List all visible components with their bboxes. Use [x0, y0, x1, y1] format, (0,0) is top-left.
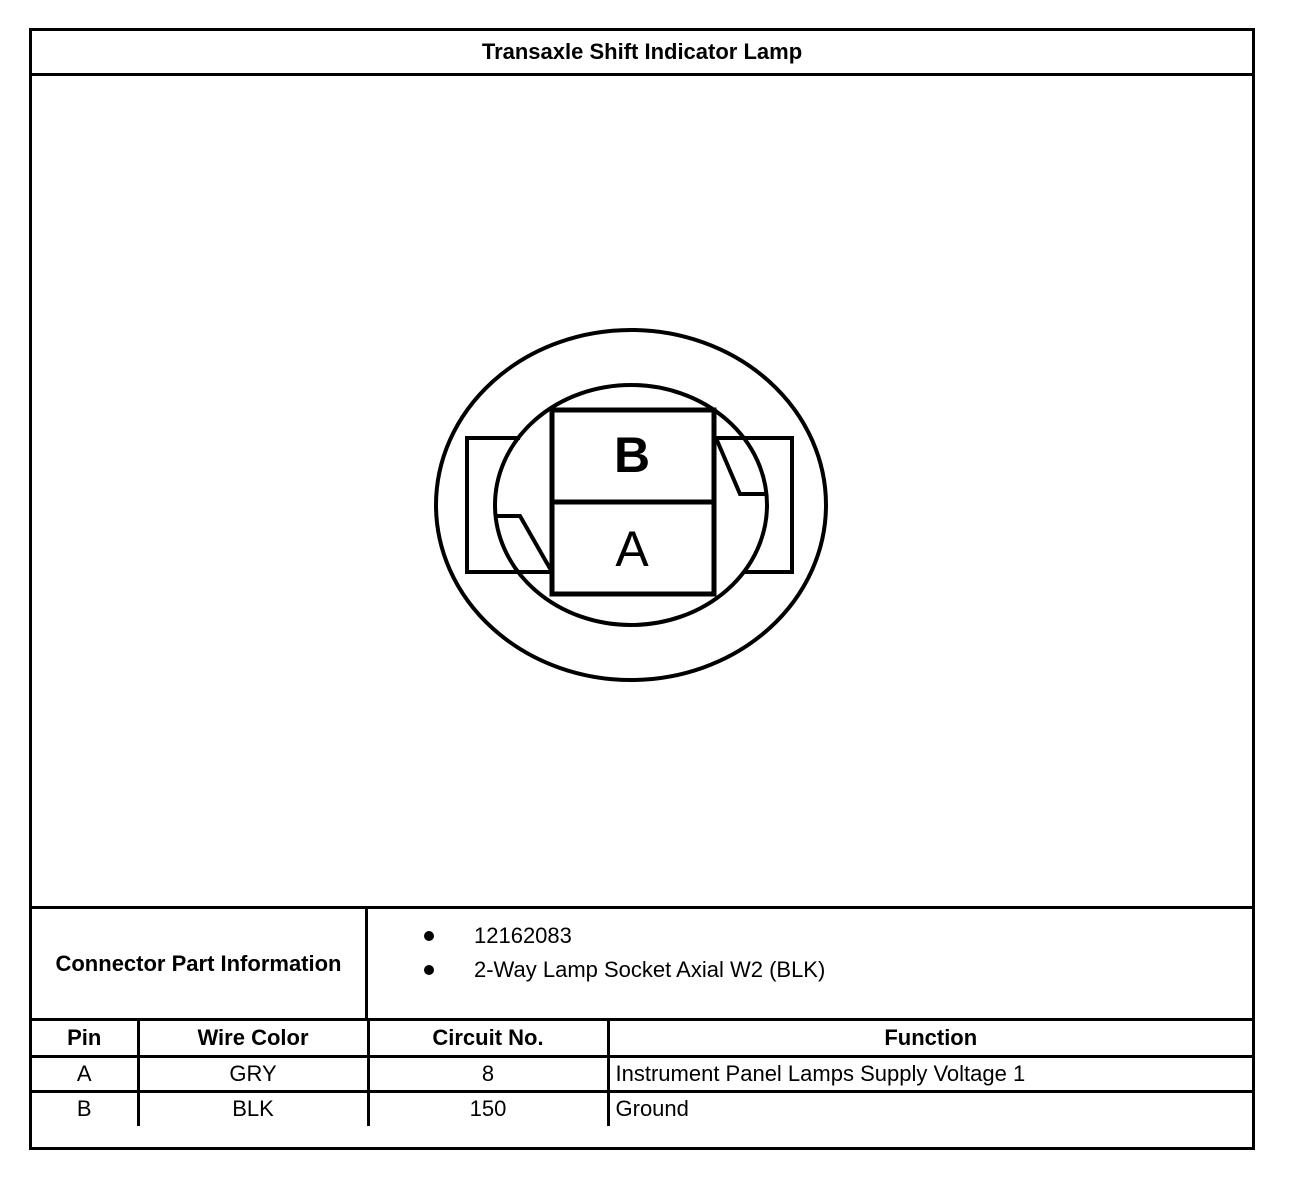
- pin-table: [32, 1021, 1252, 1126]
- page-title: Transaxle Shift Indicator Lamp: [32, 31, 1252, 76]
- part-description: 2-Way Lamp Socket Axial W2 (BLK): [474, 957, 826, 982]
- part-info-item: [368, 919, 1252, 953]
- connector-part-info-list: [368, 909, 1252, 1018]
- pin-cell: A: [32, 1056, 138, 1091]
- cavity-a-label: A: [615, 521, 649, 577]
- connector-part-info-label: Connector Part Information: [32, 909, 368, 1018]
- circuit-no-cell: 150: [368, 1091, 608, 1126]
- pin-cell: B: [32, 1091, 138, 1126]
- pin-table-header-row: [32, 1021, 1252, 1056]
- wire-color-cell: GRY: [138, 1056, 368, 1091]
- function-cell: Ground: [608, 1091, 1252, 1126]
- header-pin: Pin: [32, 1021, 138, 1056]
- connector-face-drawing: [32, 76, 1252, 906]
- function-cell: Instrument Panel Lamps Supply Voltage 1: [608, 1056, 1252, 1091]
- connector-sheet: [29, 28, 1255, 1150]
- header-function: Function: [608, 1021, 1252, 1056]
- connector-part-info-row: [32, 906, 1252, 1021]
- table-row: [32, 1056, 1252, 1091]
- header-wire-color: Wire Color: [138, 1021, 368, 1056]
- wire-color-cell: BLK: [138, 1091, 368, 1126]
- header-circuit-no: Circuit No.: [368, 1021, 608, 1056]
- part-info-item: [368, 953, 1252, 987]
- left-latch-key: [497, 516, 552, 572]
- part-number: 12162083: [474, 923, 572, 948]
- cavity-b-label: B: [613, 427, 651, 483]
- table-row: [32, 1091, 1252, 1126]
- bullet-icon: [424, 965, 434, 975]
- circuit-no-cell: 8: [368, 1056, 608, 1091]
- connector-diagram: [32, 76, 1252, 906]
- bullet-icon: [424, 931, 434, 941]
